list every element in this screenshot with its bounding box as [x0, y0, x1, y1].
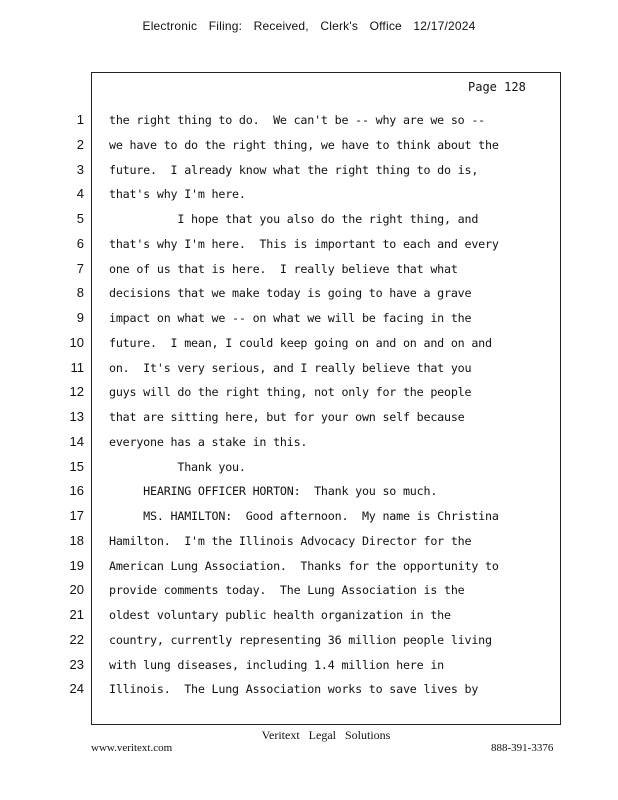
transcript-line: Illinois. The Lung Association works to save lives by [109, 682, 479, 697]
line-number: 19 [69, 557, 84, 573]
line-number: 14 [69, 433, 84, 449]
transcript-line: future. I already know what the right thing to do is, [109, 162, 479, 177]
line-number: 23 [69, 656, 84, 672]
line-number: 21 [69, 607, 84, 622]
line-number: 11 [70, 359, 84, 375]
transcript-line: that's why I'm here. This is important to each and every [109, 236, 499, 251]
line-number-column [58, 108, 84, 702]
transcript-line: everyone has a stake in this. [109, 434, 308, 449]
transcript-line: I hope that you also do the right thing, and [109, 212, 479, 226]
line-number: 15 [69, 458, 84, 474]
transcript-line: the right thing to do. We can't be -- why are we so -- [109, 113, 486, 127]
transcript-body [109, 108, 549, 702]
transcript-line: impact on what we -- on what we will be facing in the [109, 311, 472, 325]
transcript-line: with lung diseases, including 1.4 million here in [109, 657, 444, 672]
footer-company-name: Veritext Legal Solutions [261, 728, 391, 742]
line-number: 9 [76, 310, 84, 325]
line-number: 20 [69, 582, 84, 598]
transcript-line: provide comments today. The Lung Association is the [109, 583, 465, 598]
transcript-line: HEARING OFFICER HORTON: Thank you so much. [109, 484, 438, 499]
line-number: 4 [76, 186, 84, 202]
line-number: 13 [69, 409, 84, 424]
transcript-line: future. I mean, I could keep going on and on and on and [109, 335, 492, 350]
line-number: 2 [76, 136, 84, 152]
transcript-line: Hamilton. I'm the Illinois Advocacy Director for the [109, 533, 472, 548]
filing-stamp-header: Electronic Filing: Received, Clerk's Office 12/17/2024 [142, 19, 476, 33]
transcript-line: that are sitting here, but for your own self because [109, 410, 465, 424]
footer-website: www.veritext.com [91, 742, 173, 754]
line-number: 12 [69, 384, 84, 400]
transcript-line: country, currently representing 36 million people living [109, 632, 492, 647]
line-number: 8 [76, 285, 84, 301]
line-number: 10 [69, 334, 84, 350]
line-number: 6 [76, 235, 84, 251]
transcript-line: guys will do the right thing, not only for the people [109, 385, 472, 400]
footer-phone: 888-391-3376 [491, 742, 554, 754]
transcript-line: that's why I'm here. [109, 187, 246, 202]
line-number: 24 [69, 681, 84, 697]
line-number: 18 [69, 532, 84, 548]
line-number: 5 [76, 211, 84, 226]
page-number: Page 128 [468, 80, 526, 94]
transcript-line: one of us that is here. I really believe that what [109, 261, 458, 276]
line-number: 17 [69, 508, 84, 523]
transcript-line: we have to do the right thing, we have to think about the [109, 137, 499, 152]
transcript-line: oldest voluntary public health organization in the [109, 608, 451, 622]
line-number: 16 [69, 483, 84, 499]
line-number: 1 [76, 112, 84, 127]
transcript-line: on. It's very serious, and I really believe that you [109, 360, 472, 375]
transcript-line: decisions that we make today is going to have a grave [109, 286, 472, 301]
line-number: 22 [69, 631, 84, 647]
transcript-line: MS. HAMILTON: Good afternoon. My name is Christina [109, 509, 499, 523]
transcript-line: American Lung Association. Thanks for the opportunity to [109, 558, 499, 573]
transcript-line: Thank you. [109, 459, 246, 474]
line-number: 3 [76, 161, 84, 177]
line-number: 7 [76, 260, 84, 276]
